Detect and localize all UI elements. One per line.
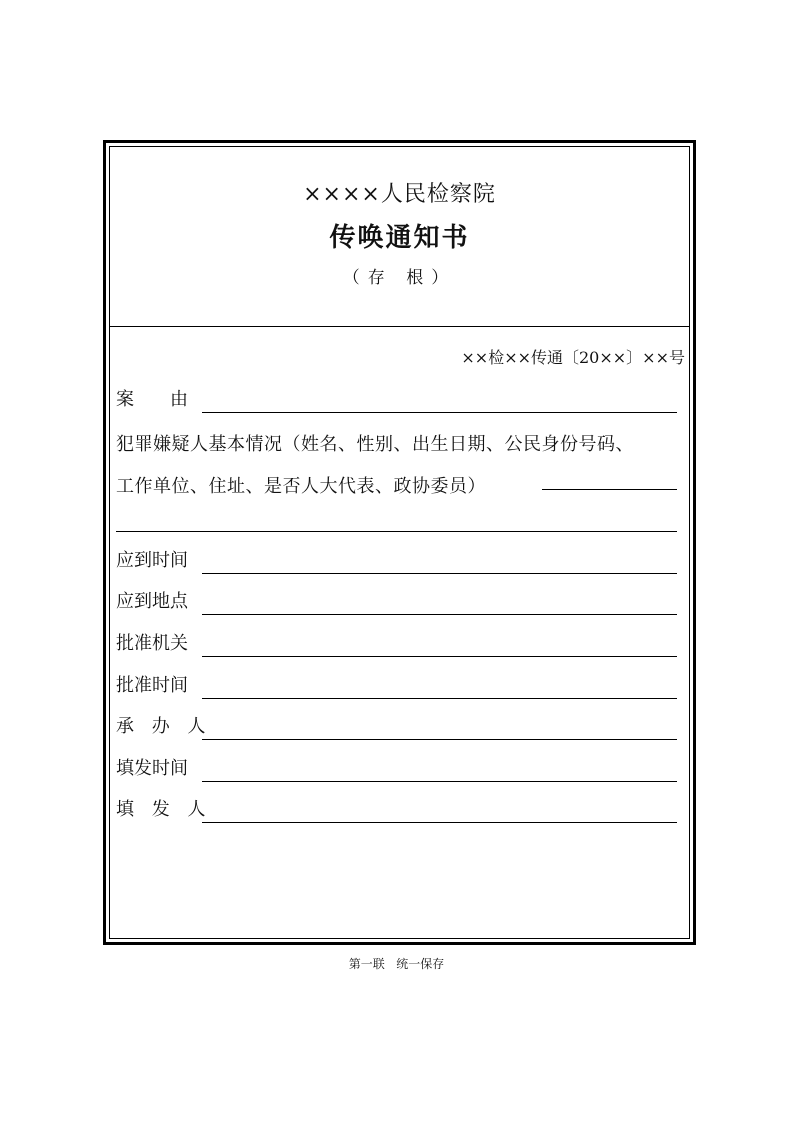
report-time-row [116,548,677,574]
issue-time-row [116,756,677,782]
report-time-label: 应到时间 [116,550,188,571]
report-place-field[interactable] [202,614,677,615]
issue-time-field[interactable] [202,781,677,782]
page-footer: 第一联 统一保存 [348,957,445,971]
form-inner-border [109,146,690,939]
approval-authority-label: 批准机关 [116,633,188,654]
issue-time-label: 填发时间 [116,758,188,779]
report-time-field[interactable] [202,573,677,574]
procuratorate-name: ××××人民检察院 [303,182,496,207]
handler-field[interactable] [202,739,677,740]
suspect-info-field-continued[interactable] [116,531,677,532]
handler-label: 承 办 人 [116,716,212,737]
approval-authority-row [116,631,677,657]
approval-authority-field[interactable] [202,656,677,657]
suspect-info-label-line2: 工作单位、住址、是否人大代表、政协委员） [116,476,486,497]
approval-time-row [116,673,677,699]
approval-time-label: 批准时间 [116,675,188,696]
handler-row [116,714,677,740]
suspect-info-field[interactable] [542,489,677,490]
report-place-label: 应到地点 [116,591,188,612]
form-header [110,147,689,327]
document-subtitle: （存 根） [342,268,457,288]
issuer-label: 填 发 人 [116,799,212,820]
document-title: 传唤通知书 [329,223,470,253]
case-reason-label: 案 由 [116,389,188,410]
case-reason-row [116,387,677,413]
suspect-info-label-line1: 犯罪嫌疑人基本情况（姓名、性别、出生日期、公民身份号码、 [116,434,634,455]
document-number: ××检××传通〔20××〕××号 [461,348,685,367]
approval-time-field[interactable] [202,698,677,699]
case-reason-field[interactable] [202,412,677,413]
report-place-row [116,589,677,615]
issuer-row [116,797,677,823]
form-frame [103,140,696,945]
issuer-field[interactable] [202,822,677,823]
